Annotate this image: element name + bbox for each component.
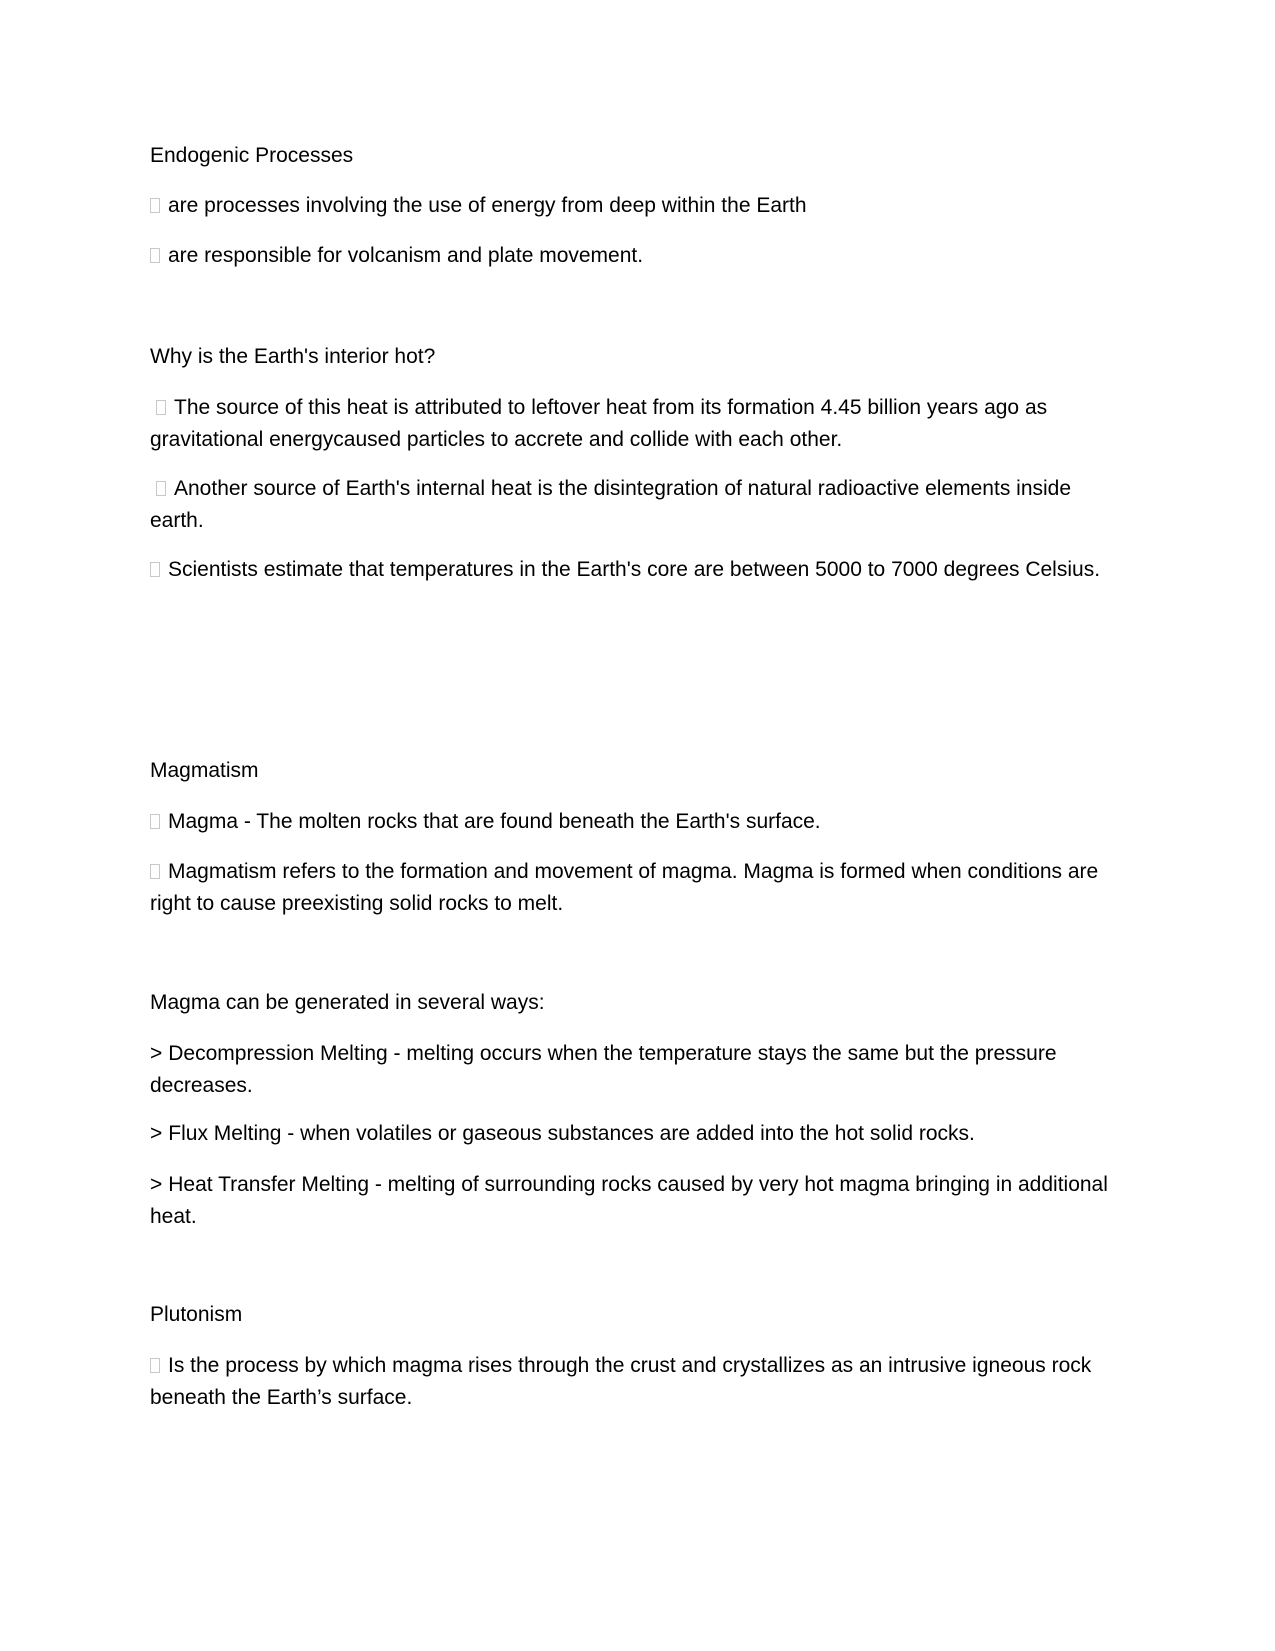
bullet-box-icon	[150, 864, 160, 879]
heading-endogenic-processes: Endogenic Processes	[150, 144, 354, 167]
bullet-item	[150, 473, 1120, 537]
bullet-item	[150, 554, 1120, 586]
bullet-item	[150, 856, 1120, 920]
list-item	[150, 1038, 1120, 1102]
bullet-text: Magmatism refers to the formation and movement of magma. Magma is formed when conditions are right to cause preexisting solid rocks to melt.	[150, 860, 1099, 915]
bullet-item	[150, 392, 1120, 456]
heading-earth-interior-hot: Why is the Earth's interior hot?	[150, 345, 436, 368]
bullet-box-icon	[150, 562, 160, 577]
bullet-item	[150, 190, 1120, 222]
list-item-text: Heat Transfer Melting - melting of surrounding rocks caused by very hot magma bringing in additional heat.	[150, 1173, 1108, 1228]
bullet-text: The source of this heat is attributed to leftover heat from its formation 4.45 billion years ago as gravitational energycaused particles to accrete and collide with each other.	[150, 396, 1048, 451]
bullet-item	[150, 240, 1120, 272]
bullet-text: Magma - The molten rocks that are found beneath the Earth's surface.	[168, 810, 821, 833]
bullet-text: Scientists estimate that temperatures in the Earth's core are between 5000 to 7000 degrees Celsius.	[168, 558, 1101, 581]
list-item-text: Flux Melting - when volatiles or gaseous substances are added into the hot solid rocks.	[168, 1122, 975, 1145]
heading-magma-generation: Magma can be generated in several ways:	[150, 991, 545, 1014]
bullet-text: Another source of Earth's internal heat is the disintegration of natural radioactive elements inside earth.	[150, 477, 1072, 532]
bullet-text: are processes involving the use of energy from deep within the Earth	[168, 194, 807, 217]
list-item	[150, 1118, 1120, 1150]
heading-magmatism: Magmatism	[150, 759, 259, 782]
heading-plutonism: Plutonism	[150, 1303, 243, 1326]
bullet-box-icon	[156, 481, 166, 496]
list-marker: >	[150, 1173, 163, 1196]
bullet-item	[150, 1350, 1120, 1414]
bullet-box-icon	[150, 1358, 160, 1373]
bullet-box-icon	[150, 814, 160, 829]
bullet-box-icon	[156, 400, 166, 415]
bullet-box-icon	[150, 248, 160, 263]
list-marker: >	[150, 1122, 163, 1145]
bullet-item	[150, 806, 1120, 838]
bullet-text: are responsible for volcanism and plate movement.	[168, 244, 644, 267]
list-marker: >	[150, 1042, 163, 1065]
list-item	[150, 1169, 1120, 1233]
bullet-box-icon	[150, 198, 160, 213]
bullet-text: Is the process by which magma rises through the crust and crystallizes as an intrusive igneous rock beneath the Earth’s surface.	[150, 1354, 1092, 1409]
list-item-text: Decompression Melting - melting occurs when the temperature stays the same but the pressure decreases.	[150, 1042, 1057, 1097]
